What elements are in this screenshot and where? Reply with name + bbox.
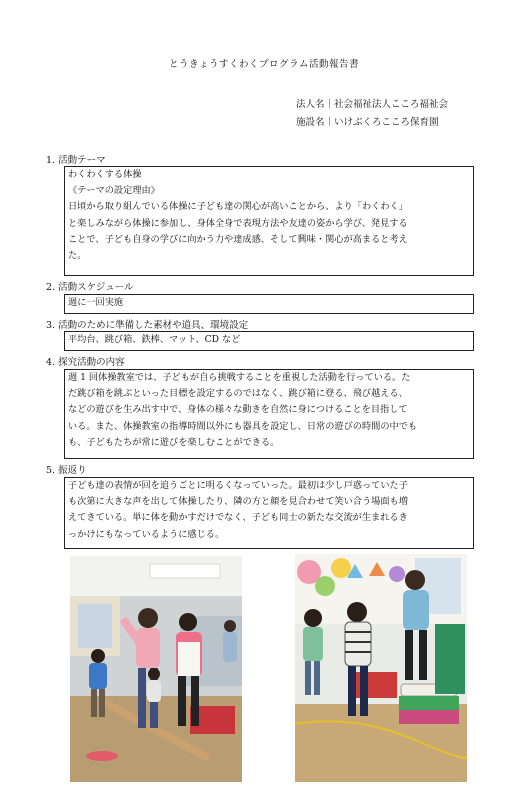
section-2-heading: 2. 活動スケジュール xyxy=(46,282,134,293)
corporation-name: 法人名｜社会福祉法人こころ福祉会 xyxy=(296,99,449,110)
section-4-line: も、子どもたちが常に遊びを楽しむことができる。 xyxy=(68,436,280,448)
section-4-line: だ跳び箱を跳ぶといった目標を設定するのではなく、跳び箱に登る、飛び越える、 xyxy=(68,388,408,400)
section-2-line: 週に一回実施 xyxy=(68,297,124,308)
section-3-heading: 3. 活動のために準備した素材や道具、環境設定 xyxy=(46,320,249,331)
section-3-line: 平均台、跳び箱、鉄棒、マット、CD など xyxy=(68,334,241,345)
section-1-line: ことで、子ども自身の学びに向かう力や達成感、そして興味・関心が高まると考え xyxy=(68,233,408,245)
section-5-box xyxy=(64,477,474,549)
section-5-line: 子ども達の表情が回を追うごとに明るくなっていった。最初は少し戸惑っていた子 xyxy=(68,480,408,491)
section-1-line: 《テーマの設定理由》 xyxy=(68,185,160,197)
section-1-line: と楽しみながら体操に参加し、身体全身で表現方法や友達の姿から学び、発見する xyxy=(68,217,408,229)
photo-vaulting-box-illustration xyxy=(295,554,467,782)
section-1-line: わくわくする体操 xyxy=(68,169,142,180)
section-2-box xyxy=(64,294,474,314)
photo-vaulting-box xyxy=(295,554,467,782)
section-4-line: いる。また、体操教室の指導時間以外にも器具を設定し、日常の遊びの時間の中でも xyxy=(68,420,418,432)
section-4-line: などの遊びを生み出す中で、身体の様々な動きを自然に身につけることを目指して xyxy=(68,404,408,416)
section-1-line: 日頃から取り組んでいる体操に子ども達の関心が高いことから、より「わくわく」 xyxy=(68,201,408,213)
section-3-box xyxy=(64,331,474,351)
photo-balance-beam-illustration xyxy=(70,556,242,782)
section-1-line: た。 xyxy=(68,250,87,262)
section-5-heading: 5. 振返り xyxy=(46,465,87,476)
section-5-line: えてきている。単に体を動かすだけでなく、子ども同士の新たな交流が生まれるき xyxy=(68,512,408,524)
photo-balance-beam xyxy=(70,556,242,782)
section-4-box xyxy=(64,369,474,459)
page-title: とうきょうすくわくプログラム活動報告書 xyxy=(169,59,359,70)
section-5-line: っかけにもなっているように感じる。 xyxy=(68,528,225,540)
section-4-line: 週 1 回体操教室では、子どもが自ら挑戦することを重視した活動を行っている。た xyxy=(68,372,411,383)
section-5-line: も次第に大きな声を出して体操したり、隣の方と顔を見合わせて笑い合う場面も増 xyxy=(68,496,408,508)
facility-name: 施設名｜いけぶくろこころ保育園 xyxy=(296,117,439,128)
section-1-box xyxy=(64,166,474,276)
section-4-heading: 4. 探究活動の内容 xyxy=(46,357,125,368)
section-1-heading: 1. 活動テーマ xyxy=(46,155,106,166)
